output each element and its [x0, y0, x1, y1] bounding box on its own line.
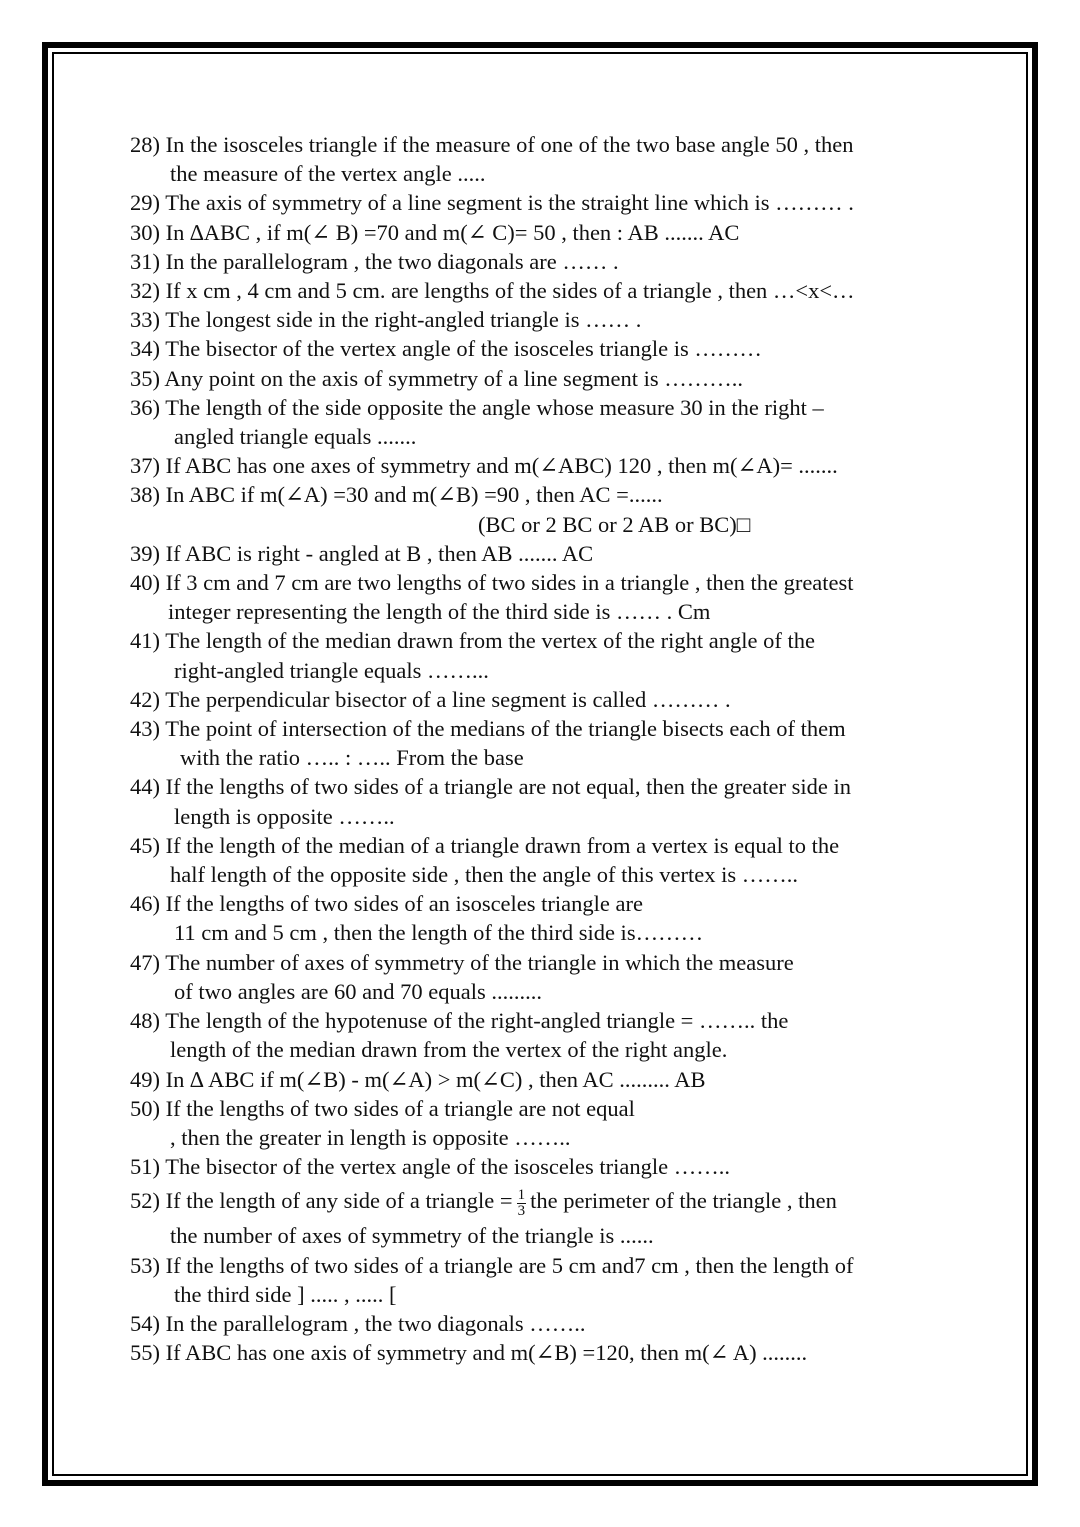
question-31: 31) In the parallelogram , the two diagonals are …… .	[130, 248, 619, 274]
question-48: 48) The length of the hypotenuse of the right-angled triangle = …….. the	[130, 1008, 789, 1034]
question-42: 42) The perpendicular bisector of a line segment is called ……… .	[130, 686, 731, 712]
question-54: 54) In the parallelogram , the two diagonals ……..	[130, 1310, 586, 1336]
question-50: 50) If the lengths of two sides of a triangle are not equal	[130, 1095, 635, 1121]
question-39: 39) If ABC is right - angled at B , then AB ....... AC	[130, 540, 594, 566]
question-44: 44) If the lengths of two sides of a triangle are not equal, then the greater side in	[130, 774, 852, 800]
question-49: 49) In ∆ ABC if m(∠B) - m(∠A) > m(∠C) , then AC ......... AB	[130, 1066, 706, 1092]
question-53-continued: the third side ] ..... , ..... [	[174, 1281, 397, 1307]
question-34: 34) The bisector of the vertex angle of the isosceles triangle is ………	[130, 336, 762, 362]
question-38-options: (BC or 2 BC or 2 AB or BC)□	[478, 511, 751, 537]
question-38: 38) In ABC if m(∠A) =30 and m(∠B) =90 , then AC =......	[130, 482, 663, 508]
question-45: 45) If the length of the median of a triangle drawn from a vertex is equal to the	[130, 832, 840, 858]
question-48-continued: length of the median drawn from the vertex of the right angle.	[170, 1037, 728, 1063]
question-35: 35) Any point on the axis of symmetry of a line segment is ………..	[130, 365, 744, 391]
question-46-continued: 11 cm and 5 cm , then the length of the third side is………	[174, 920, 704, 946]
question-44-continued: length is opposite ……..	[174, 803, 395, 829]
question-41: 41) The length of the median drawn from the vertex of the right angle of the	[130, 628, 815, 654]
question-30: 30) In ∆ABC , if m(∠ B) =70 and m(∠ C)= 50 , then : AB ....... AC	[130, 219, 740, 245]
question-40-continued: integer representing the length of the third side is …… . Cm	[168, 599, 711, 625]
question-50-continued: , then the greater in length is opposite ……..	[170, 1124, 571, 1150]
question-52-continued: the number of axes of symmetry of the triangle is ......	[170, 1223, 654, 1249]
question-53: 53) If the lengths of two sides of a triangle are 5 cm and7 cm , then the length of	[130, 1252, 854, 1278]
question-36: 36) The length of the side opposite the angle whose measure 30 in the right –	[130, 394, 824, 420]
question-52-text-after: the perimeter of the triangle , then	[530, 1188, 837, 1214]
question-32: 32) If x cm , 4 cm and 5 cm. are lengths of the sides of a triangle , then …<x<…	[130, 278, 855, 304]
question-47: 47) The number of axes of symmetry of the triangle in which the measure	[130, 949, 794, 975]
question-40: 40) If 3 cm and 7 cm are two lengths of two sides in a triangle , then the greatest	[130, 570, 854, 596]
question-37: 37) If ABC has one axes of symmetry and m(∠ABC) 120 , then m(∠A)= .......	[130, 453, 838, 479]
question-33: 33) The longest side in the right-angled triangle is …… .	[130, 307, 642, 333]
question-28: 28) In the isosceles triangle if the measure of one of the two base angle 50 , then	[130, 132, 854, 157]
fraction-denominator: 3	[517, 1202, 526, 1219]
question-28-continued: the measure of the vertex angle .....	[170, 161, 486, 187]
question-43: 43) The point of intersection of the medians of the triangle bisects each of them	[130, 716, 846, 742]
question-46: 46) If the lengths of two sides of an isosceles triangle are	[130, 891, 643, 917]
question-45-continued: half length of the opposite side , then the angle of this vertex is ……..	[170, 862, 798, 888]
question-52	[130, 1181, 960, 1221]
fraction-one-third	[517, 1188, 527, 1219]
question-list	[130, 130, 960, 1367]
question-29: 29) The axis of symmetry of a line segment is the straight line which is ……… .	[130, 190, 854, 216]
question-55: 55) If ABC has one axis of symmetry and m(∠B) =120, then m(∠ A) ........	[130, 1340, 808, 1366]
question-47-continued: of two angles are 60 and 70 equals .........	[174, 978, 543, 1004]
question-51: 51) The bisector of the vertex angle of the isosceles triangle ……..	[130, 1154, 731, 1180]
fraction-numerator: 1	[517, 1186, 526, 1203]
question-52-text: 52) If the length of any side of a triangle =	[130, 1188, 513, 1214]
question-36-continued: angled triangle equals .......	[174, 424, 417, 450]
question-43-continued: with the ratio ….. : ….. From the base	[180, 745, 524, 771]
question-41-continued: right-angled triangle equals ……...	[174, 657, 489, 683]
